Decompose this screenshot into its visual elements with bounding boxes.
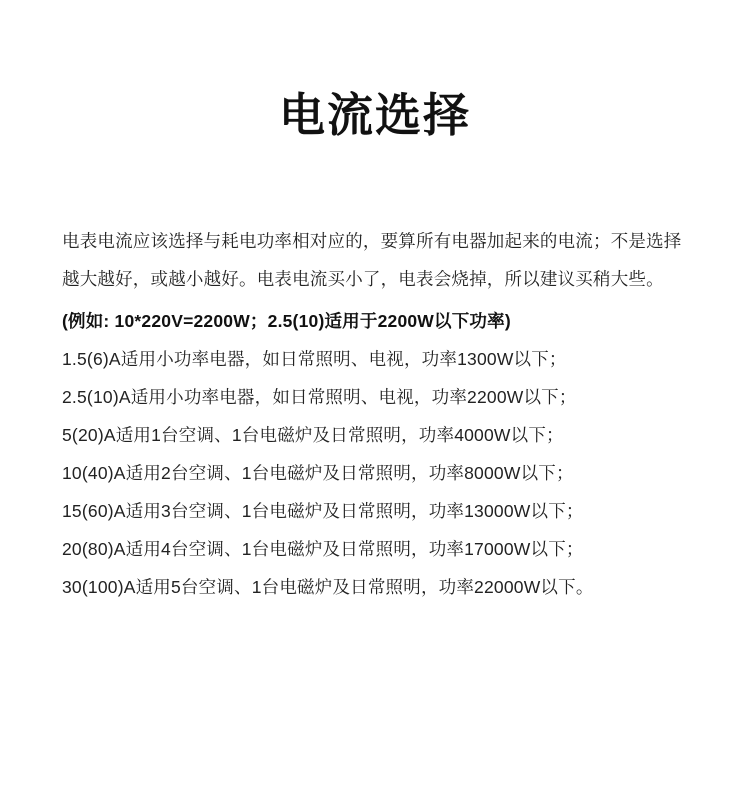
spec-list (62, 340, 692, 606)
example-note: (例如: 10*220V=2200W；2.5(10)适用于2200W以下功率) (62, 311, 511, 331)
content-block (62, 222, 692, 606)
list-item: 20(80)A适用4台空调、1台电磁炉及日常照明，功率17000W以下； (62, 539, 584, 559)
list-item: 10(40)A适用2台空调、1台电磁炉及日常照明，功率8000W以下； (62, 463, 574, 483)
list-item: 5(20)A适用1台空调、1台电磁炉及日常照明，功率4000W以下； (62, 425, 564, 445)
intro-paragraph: 电表电流应该选择与耗电功率相对应的，要算所有电器加起来的电流；不是选择越大越好，或越小越好。电表电流买小了，电表会烧掉，所以建议买稍大些。 (62, 231, 682, 289)
list-item: 2.5(10)A适用小功率电器，如日常照明、电视，功率2200W以下； (62, 387, 577, 407)
page-title: 电流选择 (279, 89, 471, 141)
list-item: 1.5(6)A适用小功率电器，如日常照明、电视，功率1300W以下； (62, 349, 567, 369)
list-item: 15(60)A适用3台空调、1台电磁炉及日常照明，功率13000W以下； (62, 501, 584, 521)
list-item: 30(100)A适用5台空调、1台电磁炉及日常照明，功率22000W以下。 (62, 577, 594, 597)
